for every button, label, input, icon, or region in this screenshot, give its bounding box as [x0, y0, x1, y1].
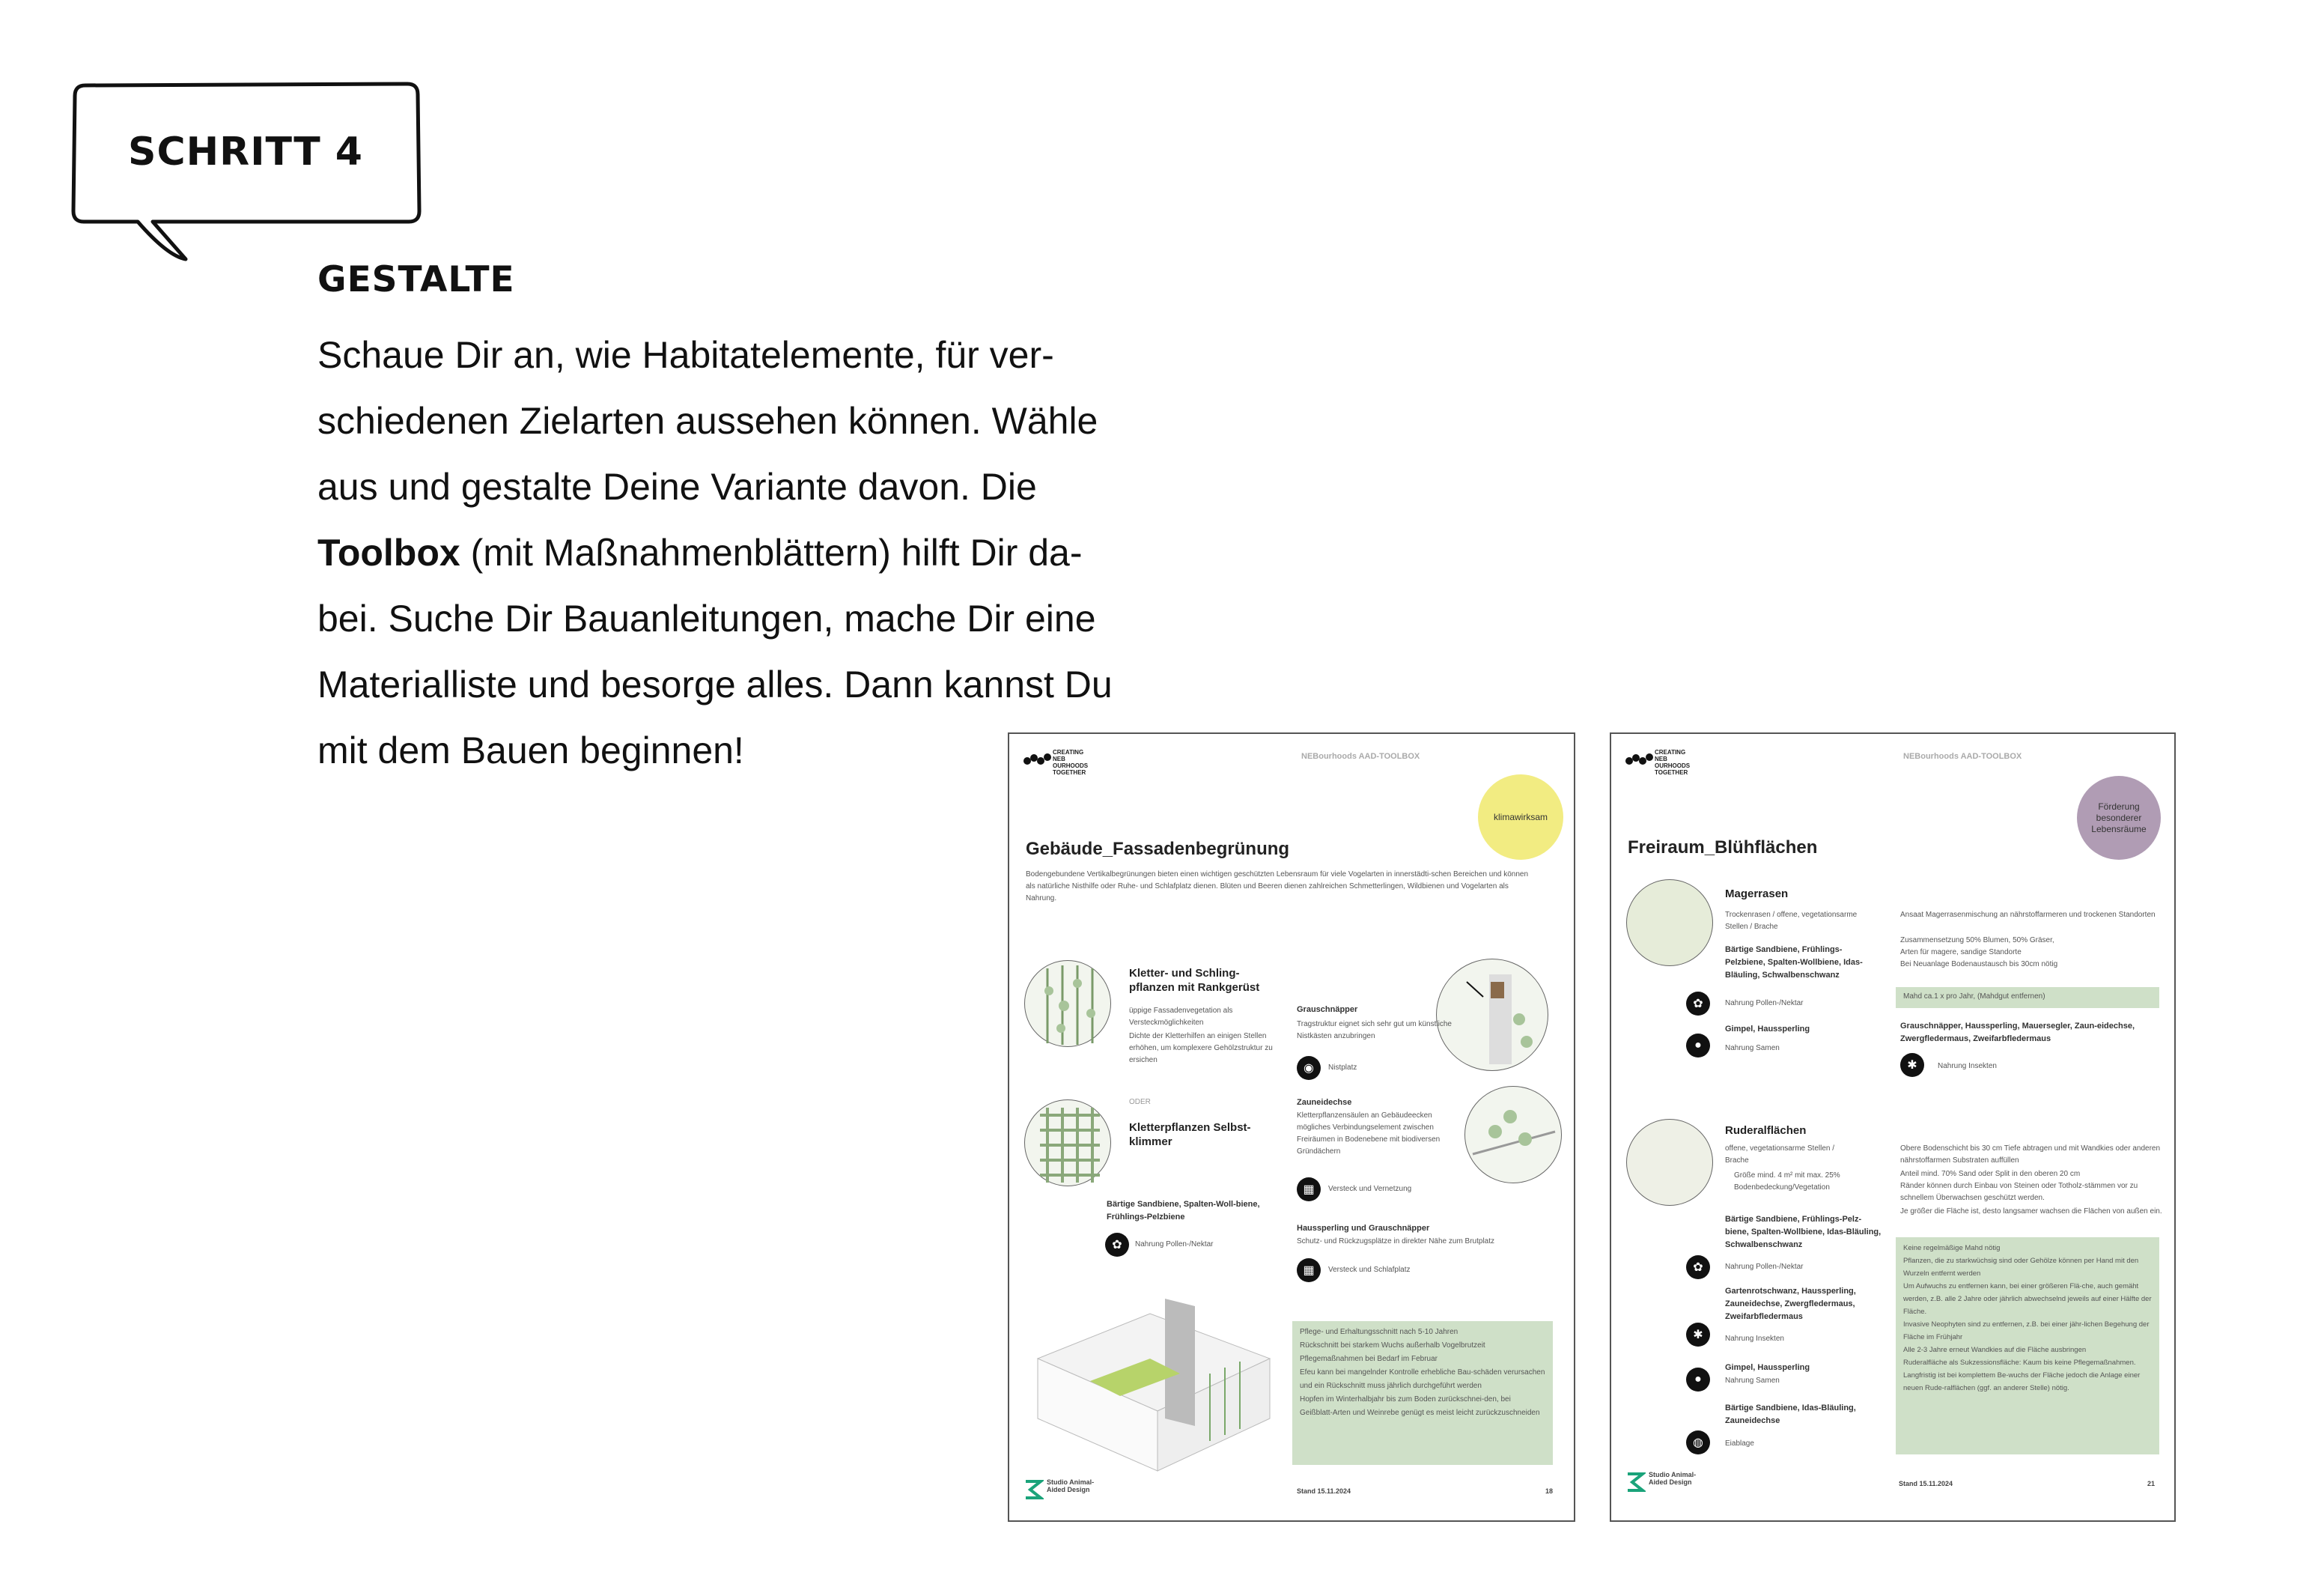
insect-icon: ✱: [1900, 1053, 1924, 1077]
climber-illustration: [1024, 960, 1111, 1047]
care-box: [1896, 1237, 2159, 1454]
page-title: Gebäude_Fassadenbegrünung: [1026, 839, 1290, 859]
bullet-item: Anteil mind. 70% Sand oder Split in den oberen 20 cm: [1900, 1170, 2081, 1178]
egg-icon: ◍: [1686, 1430, 1710, 1454]
care-item: Pflegemaßnahmen bei Bedarf im Februar: [1300, 1355, 1438, 1363]
text-line: Materialliste und besorge alles. Dann kannst Du: [317, 664, 1113, 705]
bullet-item: Dichte der Kletterhilfen an einigen Stellen erhöhen, um komplexere Gehölzstruktur zu ersichen: [1129, 1032, 1273, 1064]
bullet-item: Ränder können durch Einbau von Steinen oder Totholz-stämmen vor zu schnellem Überwachsen geschützt werden.: [1900, 1182, 2138, 1202]
sleep-icon: ▦: [1297, 1258, 1321, 1282]
text-line: [317, 520, 1246, 586]
toolbox-emphasis: Toolbox: [317, 532, 460, 574]
studio-name: Studio Animal-Aided Design: [1649, 1471, 1697, 1486]
care-item: Invasive Neophyten sind zu entfernen, z.B. bei einer jähr-lichen Begehung der Fläche im Frühjahr: [1903, 1320, 2150, 1341]
care-item: Hopfen im Winterhalbjahr bis zum Boden zurückschnei-den, bei Geißblatt-Arten und Weinrebe genügt es meist leicht zurückzuschneiden: [1300, 1395, 1540, 1417]
section-text: Trockenrasen / offene, vegetationsarme Stellen / Brache: [1725, 911, 1858, 931]
step-label: SCHRITT 4: [128, 130, 363, 175]
mahd-box: Mahd ca.1 x pro Jahr, (Mahdgut entfernen): [1896, 987, 2159, 1008]
bullet-item: Kletterpflanzensäulen an Gebäudeecken: [1297, 1111, 1432, 1120]
section-text: offene, vegetationsarme Stellen / Brache: [1725, 1144, 1835, 1165]
icon-label: Versteck und Vernetzung: [1328, 1185, 1412, 1193]
icon-label: Eiablage: [1725, 1439, 1754, 1448]
flower-icon: ✿: [1105, 1233, 1129, 1257]
hide-icon: ▦: [1297, 1177, 1321, 1201]
logo-text: CREATING NEB OURHOODS TOGETHER: [1655, 749, 1691, 776]
climate-badge: klimawirksam: [1478, 774, 1563, 860]
species-title: Zauneidechse: [1297, 1098, 1352, 1107]
section-title: Magerrasen: [1725, 887, 1789, 900]
icon-label: Nahrung Samen: [1725, 1377, 1780, 1385]
page-header: NEBourhoods AAD-TOOLBOX: [1903, 752, 2022, 761]
species-title: Grauschnäpper: [1297, 1005, 1358, 1014]
icon-label: Nahrung Insekten: [1725, 1335, 1784, 1343]
bullet-item: Ansaat Magerrasenmischung an nährstoffarmeren und trockenen Standorten: [1900, 911, 2156, 919]
page-number: 21: [2147, 1480, 2156, 1487]
insect-icon: ✱: [1686, 1323, 1710, 1347]
bullet-item: Bei Neuanlage Bodenaustausch bis 30cm nötig: [1900, 960, 2058, 968]
text-line: Schaue Dir an, wie Habitatelemente, für ver-: [317, 334, 1054, 376]
text-line: mit dem Bauen beginnen!: [317, 729, 744, 771]
bullet-item: Obere Bodenschicht bis 30 cm Tiefe abtragen und mit Wandkies oder anderen nährstoffarmen Substraten auffüllen: [1900, 1144, 2161, 1165]
care-item: Efeu kann bei mangelnder Kontrolle erhebliche Bau-schäden verursachen und ein Rückschnitt muss jährlich durchgeführt werden: [1300, 1368, 1545, 1390]
nestbox-illustration: [1436, 959, 1548, 1071]
nebourhoods-logo-icon: [1023, 750, 1053, 768]
habitat-badge: Förderung besonderer Lebensräume: [2077, 776, 2161, 860]
care-item: Rückschnitt bei starkem Wuchs außerhalb Vogelbrutzeit: [1300, 1341, 1485, 1350]
icon-label: Nahrung Samen: [1725, 1044, 1780, 1052]
bee-species: Bärtige Sandbiene, Frühlings-Pelzbiene, Spalten-Wollbiene, Idas-Bläuling, Schwalbenschwanz: [1725, 945, 1863, 980]
page-number: 18: [1545, 1487, 1554, 1495]
species-title: Haussperling und Grauschnäpper: [1297, 1224, 1430, 1233]
icon-label: Nahrung Pollen-/Nektar: [1135, 1240, 1214, 1248]
intro-text: Bodengebundene Vertikalbegrünungen bieten einen wichtigen geschützten Lebensraum für viele Vogelarten in innerstädti-schen Bereichen und können als natürliche Nisthilfe oder Ruhe- und Schlafplatz dienen. Blüten und Beeren dienen zahlreichen Schmetterlingen, Wildbienen und Vogelarten als Nahrung.: [1026, 870, 1529, 902]
care-item: Pflanzen, die zu starkwüchsig sind oder Gehölze können per Hand mit den Wurzeln entfernt werden: [1903, 1257, 2139, 1278]
instruction-text: [317, 322, 1246, 783]
animal-species: Gartenrotschwanz, Haussperling, Zauneidechse, Zwergfledermaus, Zweifarbfledermaus: [1725, 1287, 1856, 1321]
bullet-item: Schutz- und Rückzugsplätze in direkter Nähe zum Brutplatz: [1297, 1237, 1495, 1245]
lizard-illustration: [1464, 1086, 1562, 1183]
section-title: Ruderalflächen: [1725, 1124, 1807, 1137]
bee-species: Bärtige Sandbiene, Spalten-Woll-biene, Frühlings-Pelzbiene: [1107, 1200, 1260, 1222]
stand-date: Stand 15.11.2024: [1297, 1487, 1351, 1495]
nest-icon: ◉: [1297, 1056, 1321, 1080]
size-text: Größe mind. 4 m² mit max. 25% Bodenbedeckung/Vegetation: [1734, 1171, 1840, 1192]
studio-name: Studio Animal-Aided Design: [1047, 1478, 1095, 1493]
page-header: NEBourhoods AAD-TOOLBOX: [1301, 752, 1420, 761]
care-item: Um Aufwuchs zu entfernen kann, bei einer größeren Flä-che, auch gemäht werden, z.B. alle 2 Jahre oder jährlich abwechselnd jeweils auf einer Hälfte der Fläche.: [1903, 1282, 2152, 1316]
step-bubble: [72, 82, 419, 222]
animal-species: Grauschnäpper, Haussperling, Mauersegler, Zaun-eidechse, Zwergfledermaus, Zweifarbfledermaus: [1900, 1022, 2135, 1043]
text-fragment: (mit Maßnahmenblättern) hilft Dir da-: [460, 532, 1083, 574]
studio-logo-icon: [1625, 1469, 1646, 1495]
bullet-item: mögliches Verbindungselement zwischen Freiräumen in Bodenebene mit biodiversen Gründächern: [1297, 1123, 1441, 1156]
text-line: bei. Suche Dir Bauanleitungen, mache Dir eine: [317, 598, 1096, 640]
icon-label: Nahrung Pollen-/Nektar: [1725, 1263, 1804, 1271]
bullet-item: Tragstruktur eignet sich sehr gut um künstliche Nistkästen anzubringen: [1297, 1020, 1452, 1040]
toolbox-page-bluehflaechen: [1610, 732, 2176, 1522]
ruderal-illustration: [1626, 1119, 1713, 1206]
toolbox-page-fassadenbegruenung: [1008, 732, 1575, 1522]
bee-species: Bärtige Sandbiene, Frühlings-Pelz-biene, Spalten-Wollbiene, Idas-Bläuling, Schwalbenschwanz: [1725, 1215, 1882, 1249]
care-box: [1292, 1321, 1553, 1465]
section-title: Kletterpflanzen Selbst-klimmer: [1129, 1121, 1251, 1148]
magerrasen-illustration: [1626, 879, 1713, 966]
nebourhoods-logo-icon: [1625, 750, 1655, 768]
icon-label: Versteck und Schlafplatz: [1328, 1266, 1411, 1274]
icon-label: Nahrung Insekten: [1938, 1062, 1997, 1070]
section-heading: GESTALTE: [317, 259, 515, 300]
icon-label: Nistplatz: [1328, 1063, 1357, 1072]
selfclimber-illustration: [1024, 1099, 1111, 1186]
studio-logo-icon: [1023, 1477, 1044, 1502]
building-illustration: [1015, 1284, 1292, 1478]
bullet-item: Zusammensetzung 50% Blumen, 50% Gräser,: [1900, 936, 2054, 944]
care-item: Pflege- und Erhaltungsschnitt nach 5-10 Jahren: [1300, 1328, 1458, 1336]
seed-icon: ●: [1686, 1368, 1710, 1392]
text-line: schiedenen Zielarten aussehen können. Wähle: [317, 400, 1098, 442]
bullet-item: Arten für magere, sandige Standorte: [1900, 948, 2022, 956]
care-item: Keine regelmäßige Mahd nötig: [1903, 1244, 2001, 1252]
bird-species: Gimpel, Haussperling: [1725, 1025, 1810, 1034]
text-line: aus und gestalte Deine Variante davon. Die: [317, 466, 1037, 508]
bullet-item: Je größer die Fläche ist, desto langsamer wachsen die Flächen von außen ein.: [1900, 1207, 2162, 1216]
icon-label: Nahrung Pollen-/Nektar: [1725, 999, 1804, 1007]
care-item: Alle 2-3 Jahre erneut Wandkies auf die Fläche ausbringen: [1903, 1346, 2087, 1354]
bullet-item: üppige Fassadenvegetation als Versteckmöglichkeiten: [1129, 1007, 1233, 1027]
flower-icon: ✿: [1686, 992, 1710, 1016]
stand-date: Stand 15.11.2024: [1899, 1480, 1953, 1487]
page-title: Freiraum_Blühflächen: [1628, 837, 1818, 858]
care-item: Ruderalfläche als Sukzessionsfläche: Kaum bis keine Pflegemaßnahmen. Langfristig ist bei komplettem Be-wuchs der Fläche jedoch die Anlage einer neuen Rude-ralflächen (ggf. an anderer Stelle) nötig.: [1903, 1359, 2141, 1392]
bird-species: Gimpel, Haussperling: [1725, 1363, 1810, 1372]
oder-label: ODER: [1129, 1098, 1151, 1106]
animal-species: Bärtige Sandbiene, Idas-Bläuling, Zauneidechse: [1725, 1404, 1856, 1425]
flower-icon: ✿: [1686, 1255, 1710, 1279]
section-title: Kletter- und Schling-pflanzen mit Rankgerüst: [1129, 967, 1260, 994]
logo-text: CREATING NEB OURHOODS TOGETHER: [1053, 749, 1089, 776]
seed-icon: ●: [1686, 1034, 1710, 1058]
